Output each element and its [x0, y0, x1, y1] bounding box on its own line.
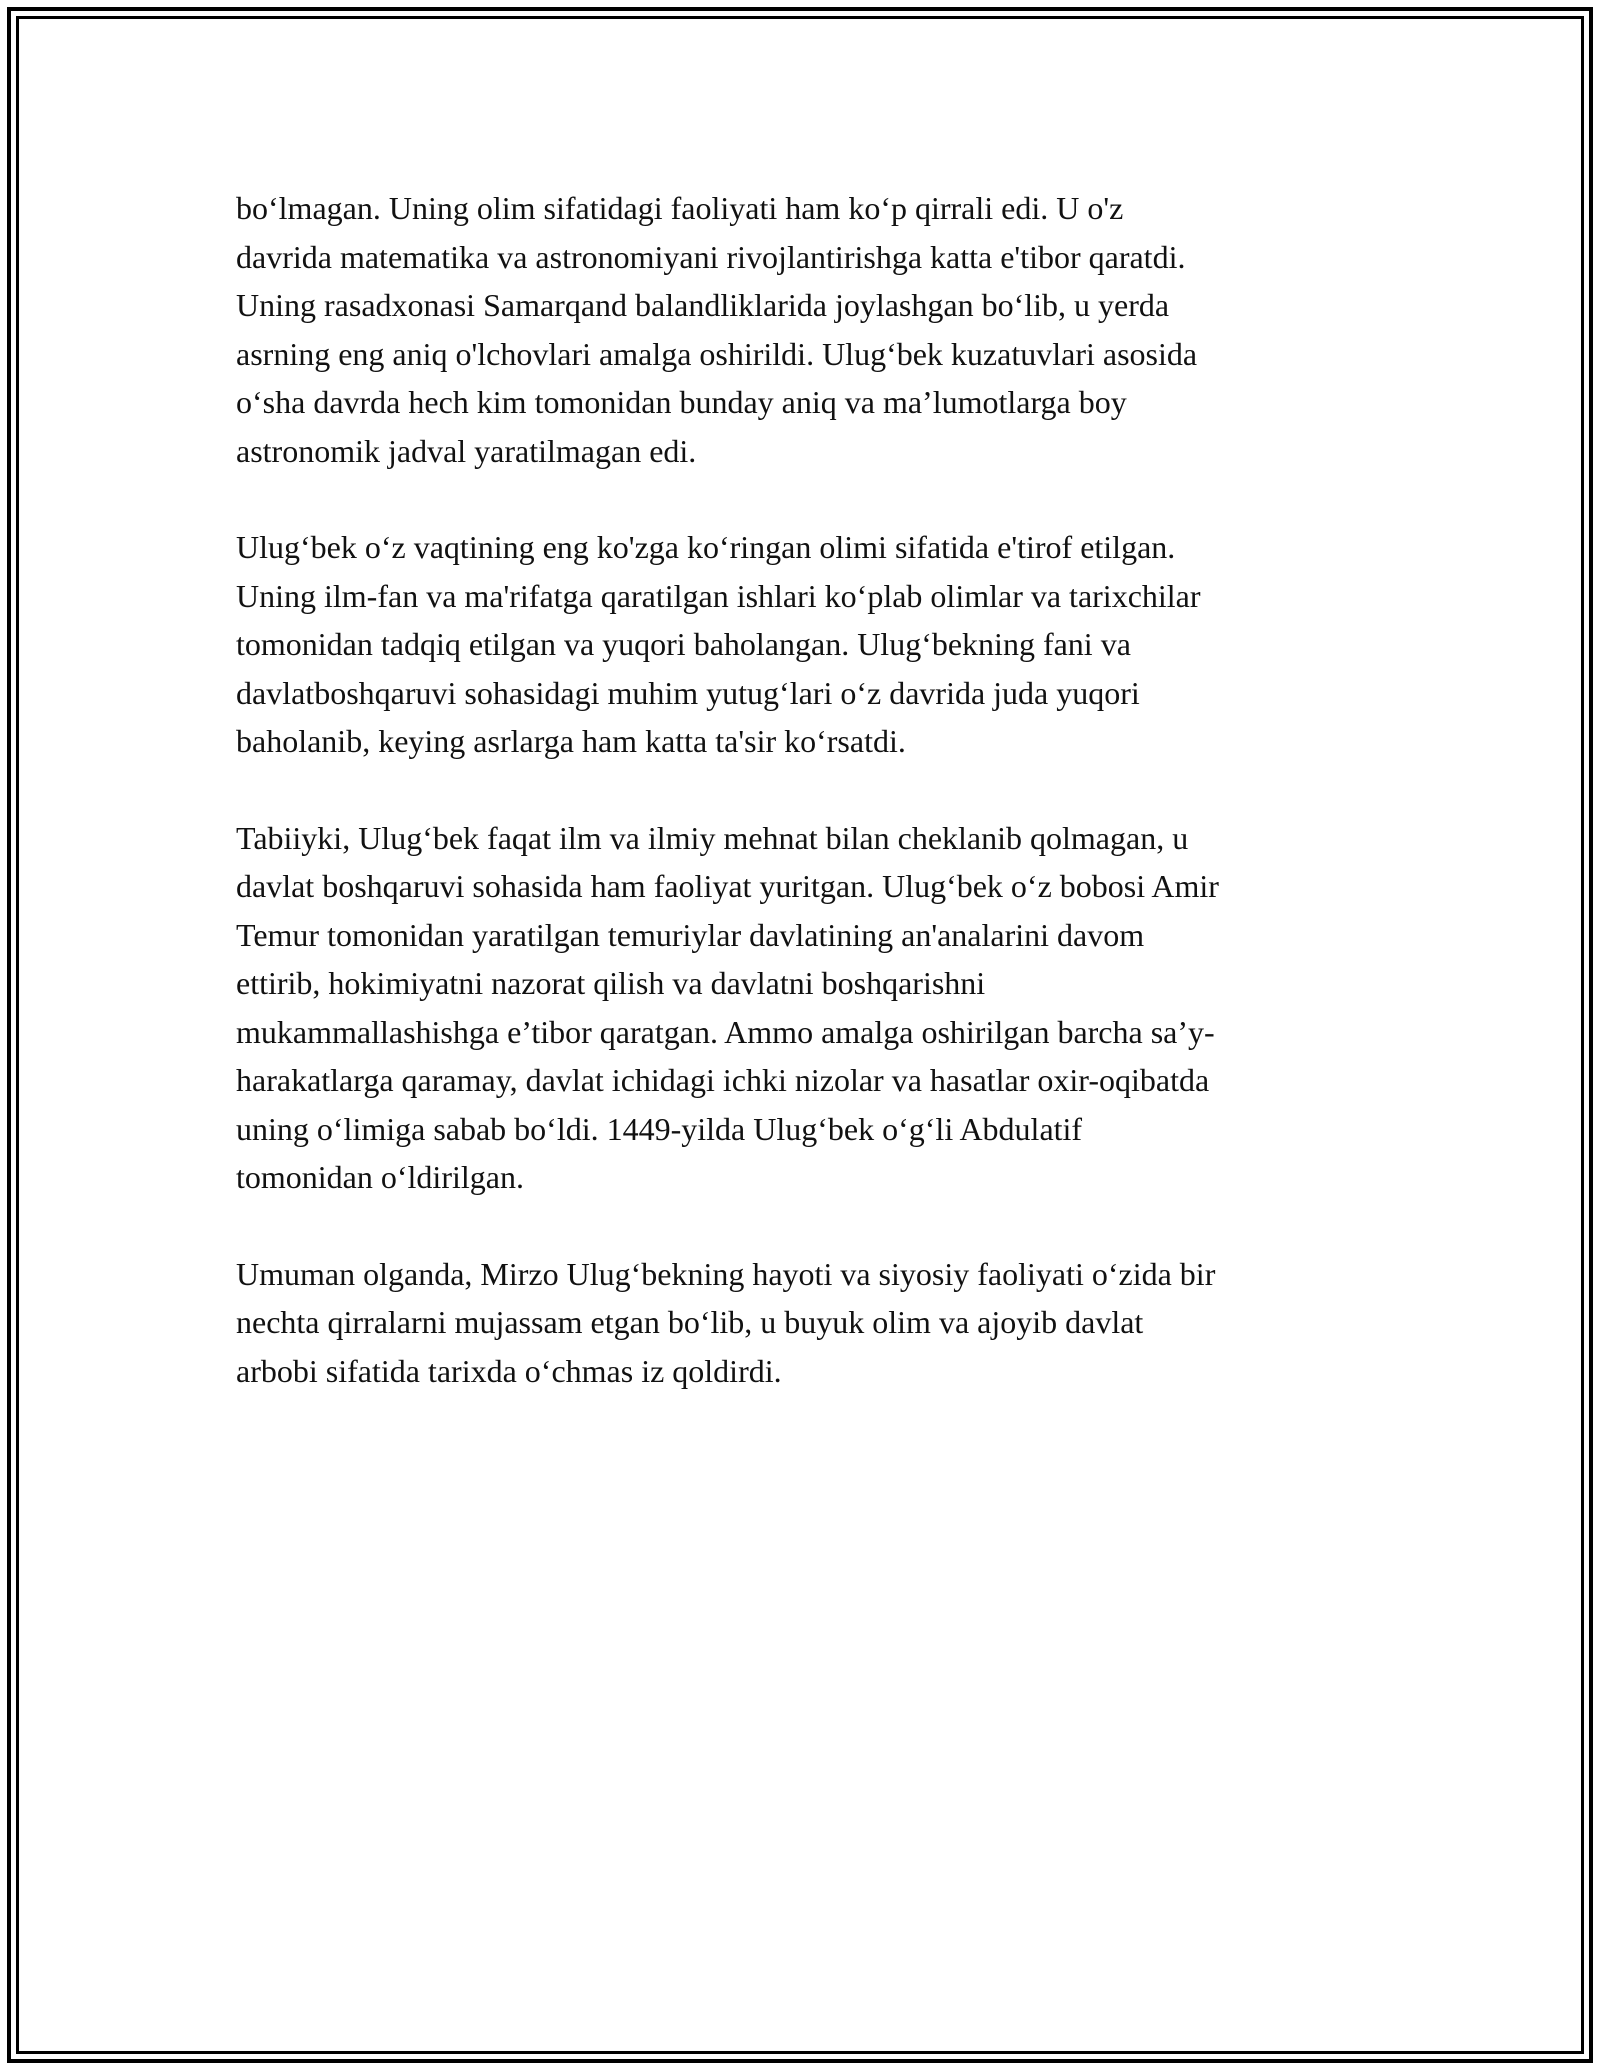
text-line: Uning ilm-fan va ma'rifatga qaratilgan ishlari ko‘plab olimlar va tarixchilar	[236, 577, 1201, 614]
text-line: davlat boshqaruvi sohasida ham faoliyat yuritgan. Ulug‘bek o‘z bobosi Amir	[236, 868, 1219, 904]
text-line: baholanib, keying asrlarga ham katta ta'sir ko‘rsatdi.	[236, 723, 906, 759]
text-line: nechta qirralarni mujassam etgan bo‘lib, u buyuk olim va ajoyib davlat	[236, 1304, 1144, 1340]
text-line: arbobi sifatida tarixda o‘chmas iz qoldirdi.	[236, 1352, 782, 1389]
paragraph	[236, 1250, 1376, 1396]
text-line: asrning eng aniq o'lchovlari amalga oshirildi. Ulug‘bek kuzatuvlari asosida	[236, 335, 1198, 372]
text-line: tomonidan tadqiq etilgan va yuqori baholangan. Ulug‘bekning fani va	[236, 626, 1131, 662]
text-line: bo‘lmagan. Uning olim sifatidagi faoliyati ham ko‘p qirrali edi. U o'z	[236, 190, 1124, 226]
paragraph	[236, 523, 1376, 766]
paragraph	[236, 814, 1376, 1202]
text-line: Uning rasadxonasi Samarqand balandliklarida joylashgan bo‘lib, u yerda	[236, 287, 1170, 323]
text-line: Temur tomonidan yaratilgan temuriylar davlatining an'analarini davom	[236, 916, 1145, 953]
text-line: ettirib, hokimiyatni nazorat qilish va davlatni boshqarishni	[236, 965, 986, 1001]
paragraph	[236, 184, 1376, 475]
text-line: tomonidan o‘ldirilgan.	[236, 1159, 524, 1195]
text-line: Tabiiyki, Ulug‘bek faqat ilm va ilmiy mehnat bilan cheklanib qolmagan, u	[236, 819, 1189, 856]
text-line: davlatboshqaruvi sohasidagi muhim yutug‘lari o‘z davrida juda yuqori	[236, 674, 1140, 711]
text-line: davrida matematika va astronomiyani rivojlantirishga katta e'tibor qaratdi.	[236, 238, 1186, 275]
text-line: Umuman olganda, Mirzo Ulug‘bekning hayoti va siyosiy faoliyati o‘zida bir	[236, 1255, 1216, 1292]
text-line: harakatlarga qaramay, davlat ichidagi ichki nizolar va hasatlar oxir-oqibatda	[236, 1062, 1210, 1098]
text-line: astronomik jadval yaratilmagan edi.	[236, 432, 697, 469]
document-body	[236, 184, 1376, 1443]
text-line: o‘sha davrda hech kim tomonidan bunday aniq va ma’lumotlarga boy	[236, 384, 1127, 420]
text-line: mukammallashishga e’tibor qaratgan. Ammo amalga oshirilgan barcha sa’y-	[236, 1013, 1215, 1050]
text-line: uning o‘limiga sabab bo‘ldi. 1449-yilda Ulug‘bek o‘g‘li Abdulatif	[236, 1110, 1083, 1147]
text-line: Ulug‘bek o‘z vaqtining eng ko'zga ko‘ringan olimi sifatida e'tirof etilgan.	[236, 529, 1176, 565]
